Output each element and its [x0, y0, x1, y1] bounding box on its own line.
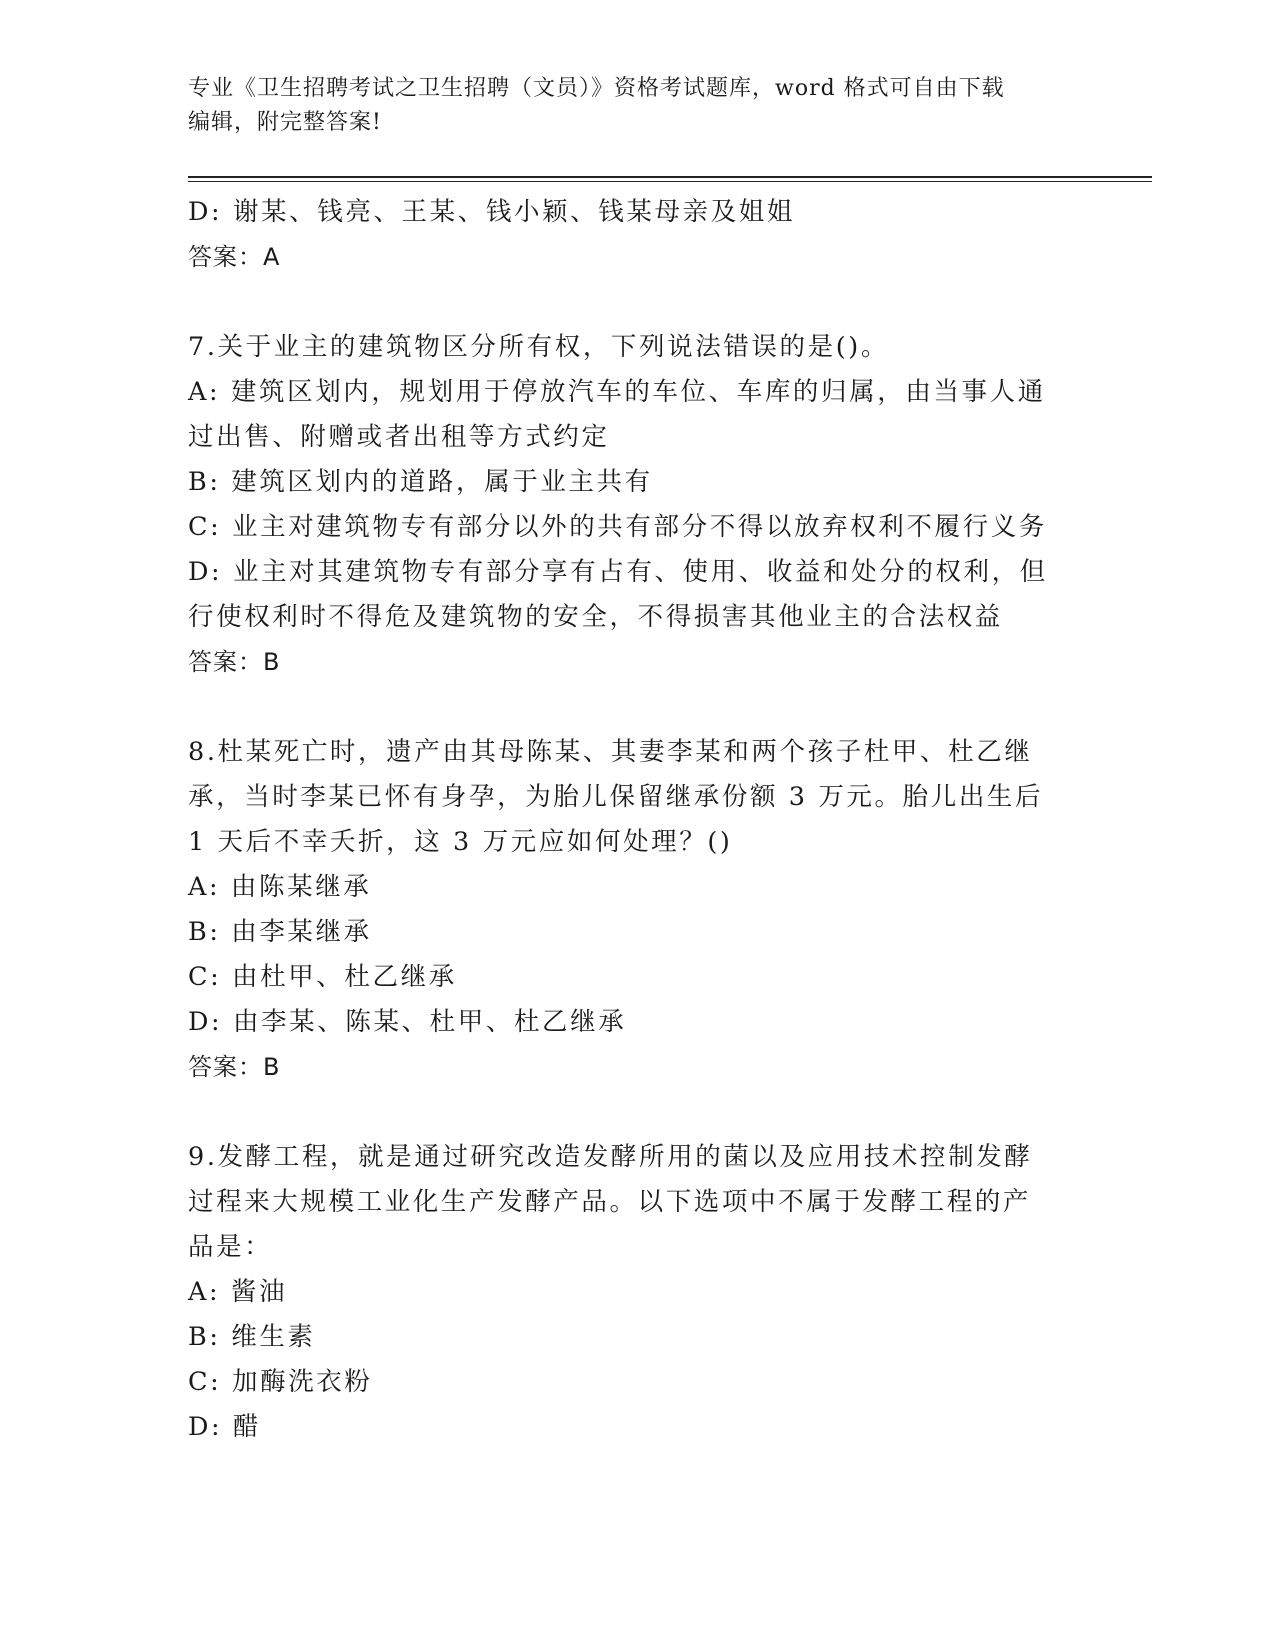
- question-6-tail: [188, 190, 1078, 280]
- question-stem: 9.发酵工程，就是通过研究改造发酵所用的菌以及应用技术控制发酵: [188, 1142, 1033, 1172]
- question-stem-cont: 承，当时李某已怀有身孕，为胎儿保留继承份额 3 万元。胎儿出生后: [188, 782, 1044, 812]
- option-d: D: 业主对其建筑物专有部分享有占有、使用、收益和处分的权利，但: [188, 557, 1048, 587]
- header-divider-thin: [188, 181, 1152, 182]
- header-line-1: 专业《卫生招聘考试之卫生招聘（文员）》资格考试题库，word 格式可自由下载: [188, 76, 1005, 101]
- header-divider: [188, 176, 1152, 178]
- option-b: B: 建筑区划内的道路，属于业主共有: [188, 467, 653, 497]
- option-c: C: 加酶洗衣粉: [188, 1367, 373, 1397]
- option-a: A: 由陈某继承: [188, 872, 372, 902]
- option-d: D: 醋: [188, 1412, 262, 1442]
- answer: 答案：B: [188, 1053, 281, 1081]
- option-b: B: 维生素: [188, 1322, 316, 1352]
- answer: 答案：B: [188, 648, 281, 676]
- option-d: D: 由李某、陈某、杜甲、杜乙继承: [188, 1007, 627, 1037]
- question-list: [188, 190, 1078, 1450]
- option-b: B: 由李某继承: [188, 917, 372, 947]
- question-stem: 7.关于业主的建筑物区分所有权，下列说法错误的是()。: [188, 332, 889, 362]
- option-a: A: 建筑区划内，规划用于停放汽车的车位、车库的归属，由当事人通: [188, 377, 1046, 407]
- option-d: D: 谢某、钱亮、王某、钱小颖、钱某母亲及姐姐: [188, 197, 795, 227]
- option-a-cont: 过出售、附赠或者出租等方式约定: [188, 422, 610, 452]
- question-stem-cont: 品是：: [188, 1232, 273, 1262]
- question-8: [188, 730, 1078, 1090]
- option-c: C: 由杜甲、杜乙继承: [188, 962, 457, 992]
- answer: 答案：A: [188, 243, 281, 271]
- question-stem-cont: 过程来大规模工业化生产发酵产品。以下选项中不属于发酵工程的产: [188, 1187, 1032, 1217]
- option-a: A: 酱油: [188, 1277, 288, 1307]
- question-stem: 8.杜某死亡时，遗产由其母陈某、其妻李某和两个孩子杜甲、杜乙继: [188, 737, 1033, 767]
- document-header: [188, 72, 1068, 140]
- header-line-2: 编辑，附完整答案!: [188, 110, 382, 135]
- option-d-cont: 行使权利时不得危及建筑物的安全，不得损害其他业主的合法权益: [188, 602, 1003, 632]
- option-c: C: 业主对建筑物专有部分以外的共有部分不得以放弃权利不履行义务: [188, 512, 1047, 542]
- question-7: [188, 325, 1078, 685]
- question-9: [188, 1135, 1078, 1450]
- question-stem-cont: 1 天后不幸夭折，这 3 万元应如何处理？(): [188, 827, 733, 857]
